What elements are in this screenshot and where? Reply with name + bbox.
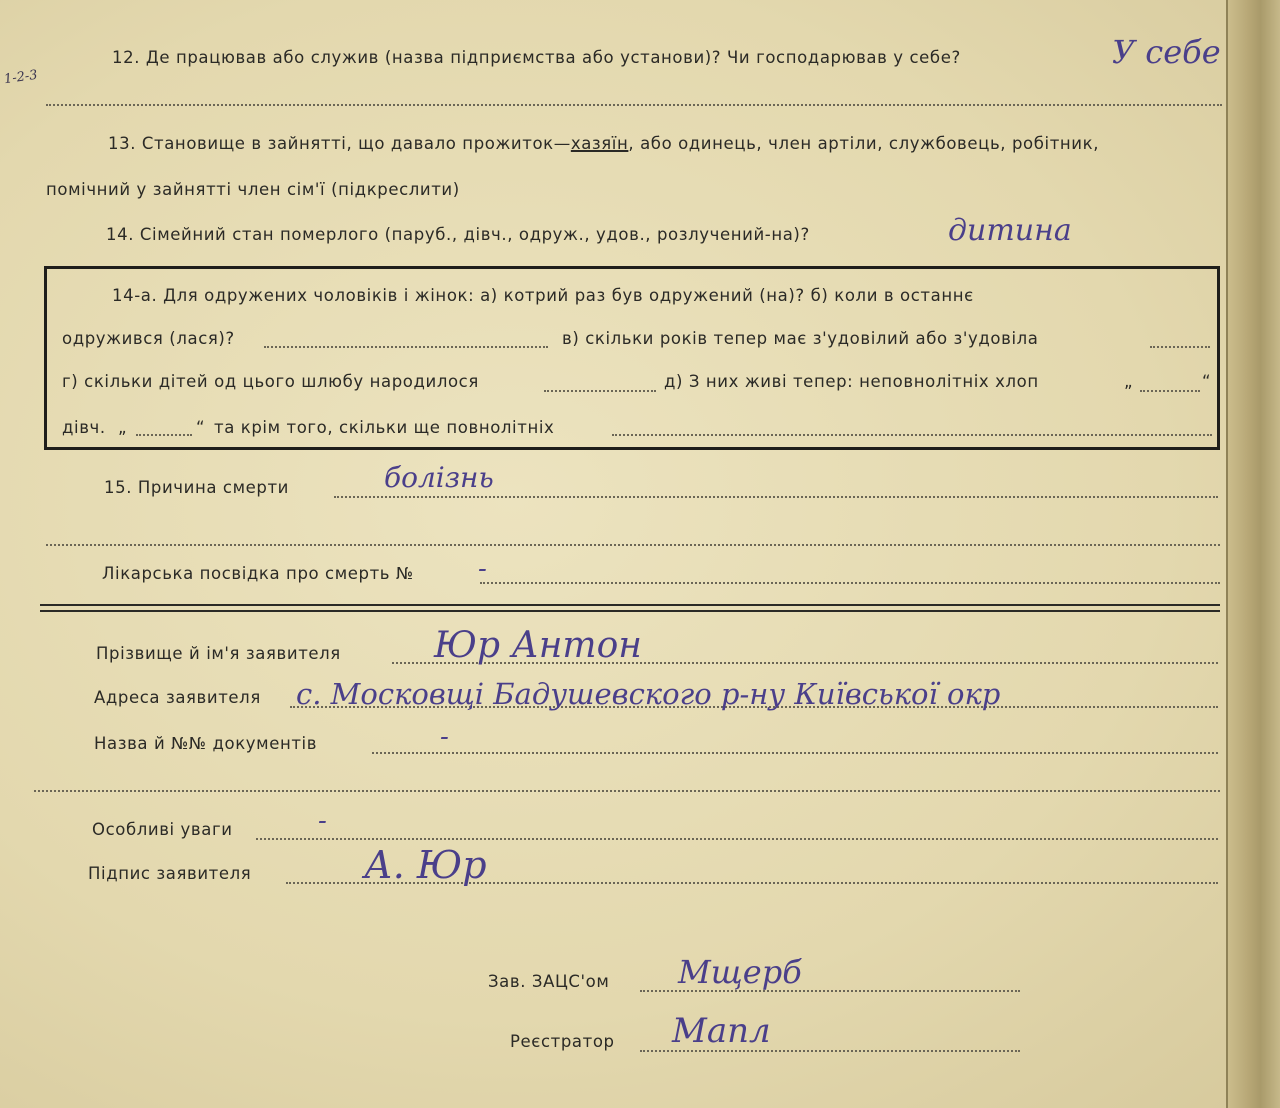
- q14a-line2-blank2: [1150, 346, 1210, 348]
- head-label: Зав. ЗАЦС'ом: [488, 972, 610, 991]
- binding-spine: [1226, 0, 1280, 1108]
- remarks-label: Особливі уваги: [92, 820, 233, 839]
- medical-answer: -: [478, 554, 487, 584]
- q14a-line3-blank2: [1140, 390, 1200, 392]
- q14a-line1: 14-а. Для одружених чоловіків і жінок: а) котрий раз був одружений (на)? б) коли в останнє: [112, 286, 974, 305]
- documents-answer: -: [440, 722, 449, 752]
- q12-answer: У себе: [1112, 33, 1221, 71]
- q15-line: [334, 496, 1218, 498]
- q14a-line4-blank2: [612, 434, 1212, 436]
- q15-label: 15. Причина смерти: [104, 478, 289, 497]
- applicant-name-label: Прізвище й ім'я заявителя: [96, 644, 341, 663]
- head-signature: Мщерб: [678, 953, 802, 991]
- q14a-line2-a: одружився (лася)?: [62, 329, 235, 348]
- q14a-line3-a: г) скільки дітей од цього шлюбу народилося: [62, 372, 479, 391]
- separator-rule-top: [40, 604, 1220, 606]
- q15-line2: [46, 544, 1220, 546]
- q14a-line2-b: в) скільки років тепер має з'удовілий або з'удовіла: [562, 329, 1039, 348]
- remarks-line: [256, 838, 1218, 840]
- q13-label: [108, 134, 1099, 154]
- margin-note: 1-2-3: [3, 67, 39, 88]
- q14a-line3-b: д) З них живі тепер: неповнолітніх хлоп: [664, 372, 1039, 391]
- q14a-line4-quote2: “: [196, 418, 206, 437]
- applicant-address-label: Адреса заявителя: [94, 688, 261, 707]
- q15-answer: болізнь: [384, 461, 494, 494]
- q14a-line2-blank: [264, 346, 548, 348]
- q12-label: 12. Де працював або служив (назва підприємства або установи)? Чи господарював у себе?: [112, 48, 961, 67]
- registrar-signature: Мапл: [672, 1011, 771, 1051]
- q14a-line3-blank: [544, 390, 656, 392]
- q14a-quote-close: “: [1202, 372, 1212, 391]
- q14a-line4-a: дівч.: [62, 418, 106, 437]
- q13-label-end: , або одинець, член артіли, службовець, робітник,: [628, 134, 1100, 153]
- q14-answer: дитина: [948, 213, 1072, 248]
- q12-line: [46, 104, 1222, 106]
- signature-answer: А. Юр: [364, 843, 487, 887]
- q14a-quote-open: „: [1124, 372, 1134, 391]
- documents-line2: [34, 790, 1220, 792]
- registrar-label: Реєстратор: [510, 1032, 615, 1051]
- separator-rule-bottom: [40, 610, 1220, 612]
- applicant-address-answer: с. Московщі Бадушевского р-ну Київської окр: [296, 677, 1001, 711]
- q14a-line4-blank: [136, 434, 192, 436]
- applicant-name-answer: Юр Антон: [434, 625, 642, 666]
- remarks-answer: -: [318, 806, 327, 836]
- q13-label-start: 13. Становище в зайнятті, що давало прожиток—: [108, 134, 571, 153]
- medical-label: Лікарська посвідка про смерть №: [102, 564, 414, 583]
- medical-line: [480, 582, 1220, 584]
- q13-label-line2: помічний у зайнятті член сім'ї (підкреслити): [46, 180, 460, 199]
- q14-label: 14. Сімейний стан померлого (паруб., дівч., одруж., удов., розлучений-на)?: [106, 225, 810, 244]
- q14a-line4-quote: „: [118, 418, 128, 437]
- q14a-line4-b: та крім того, скільки ще повнолітніх: [214, 418, 555, 437]
- documents-line: [372, 752, 1218, 754]
- documents-label: Назва й №№ документів: [94, 734, 318, 753]
- signature-label: Підпис заявителя: [88, 864, 252, 883]
- q13-underlined-option: хазяїн: [570, 134, 629, 153]
